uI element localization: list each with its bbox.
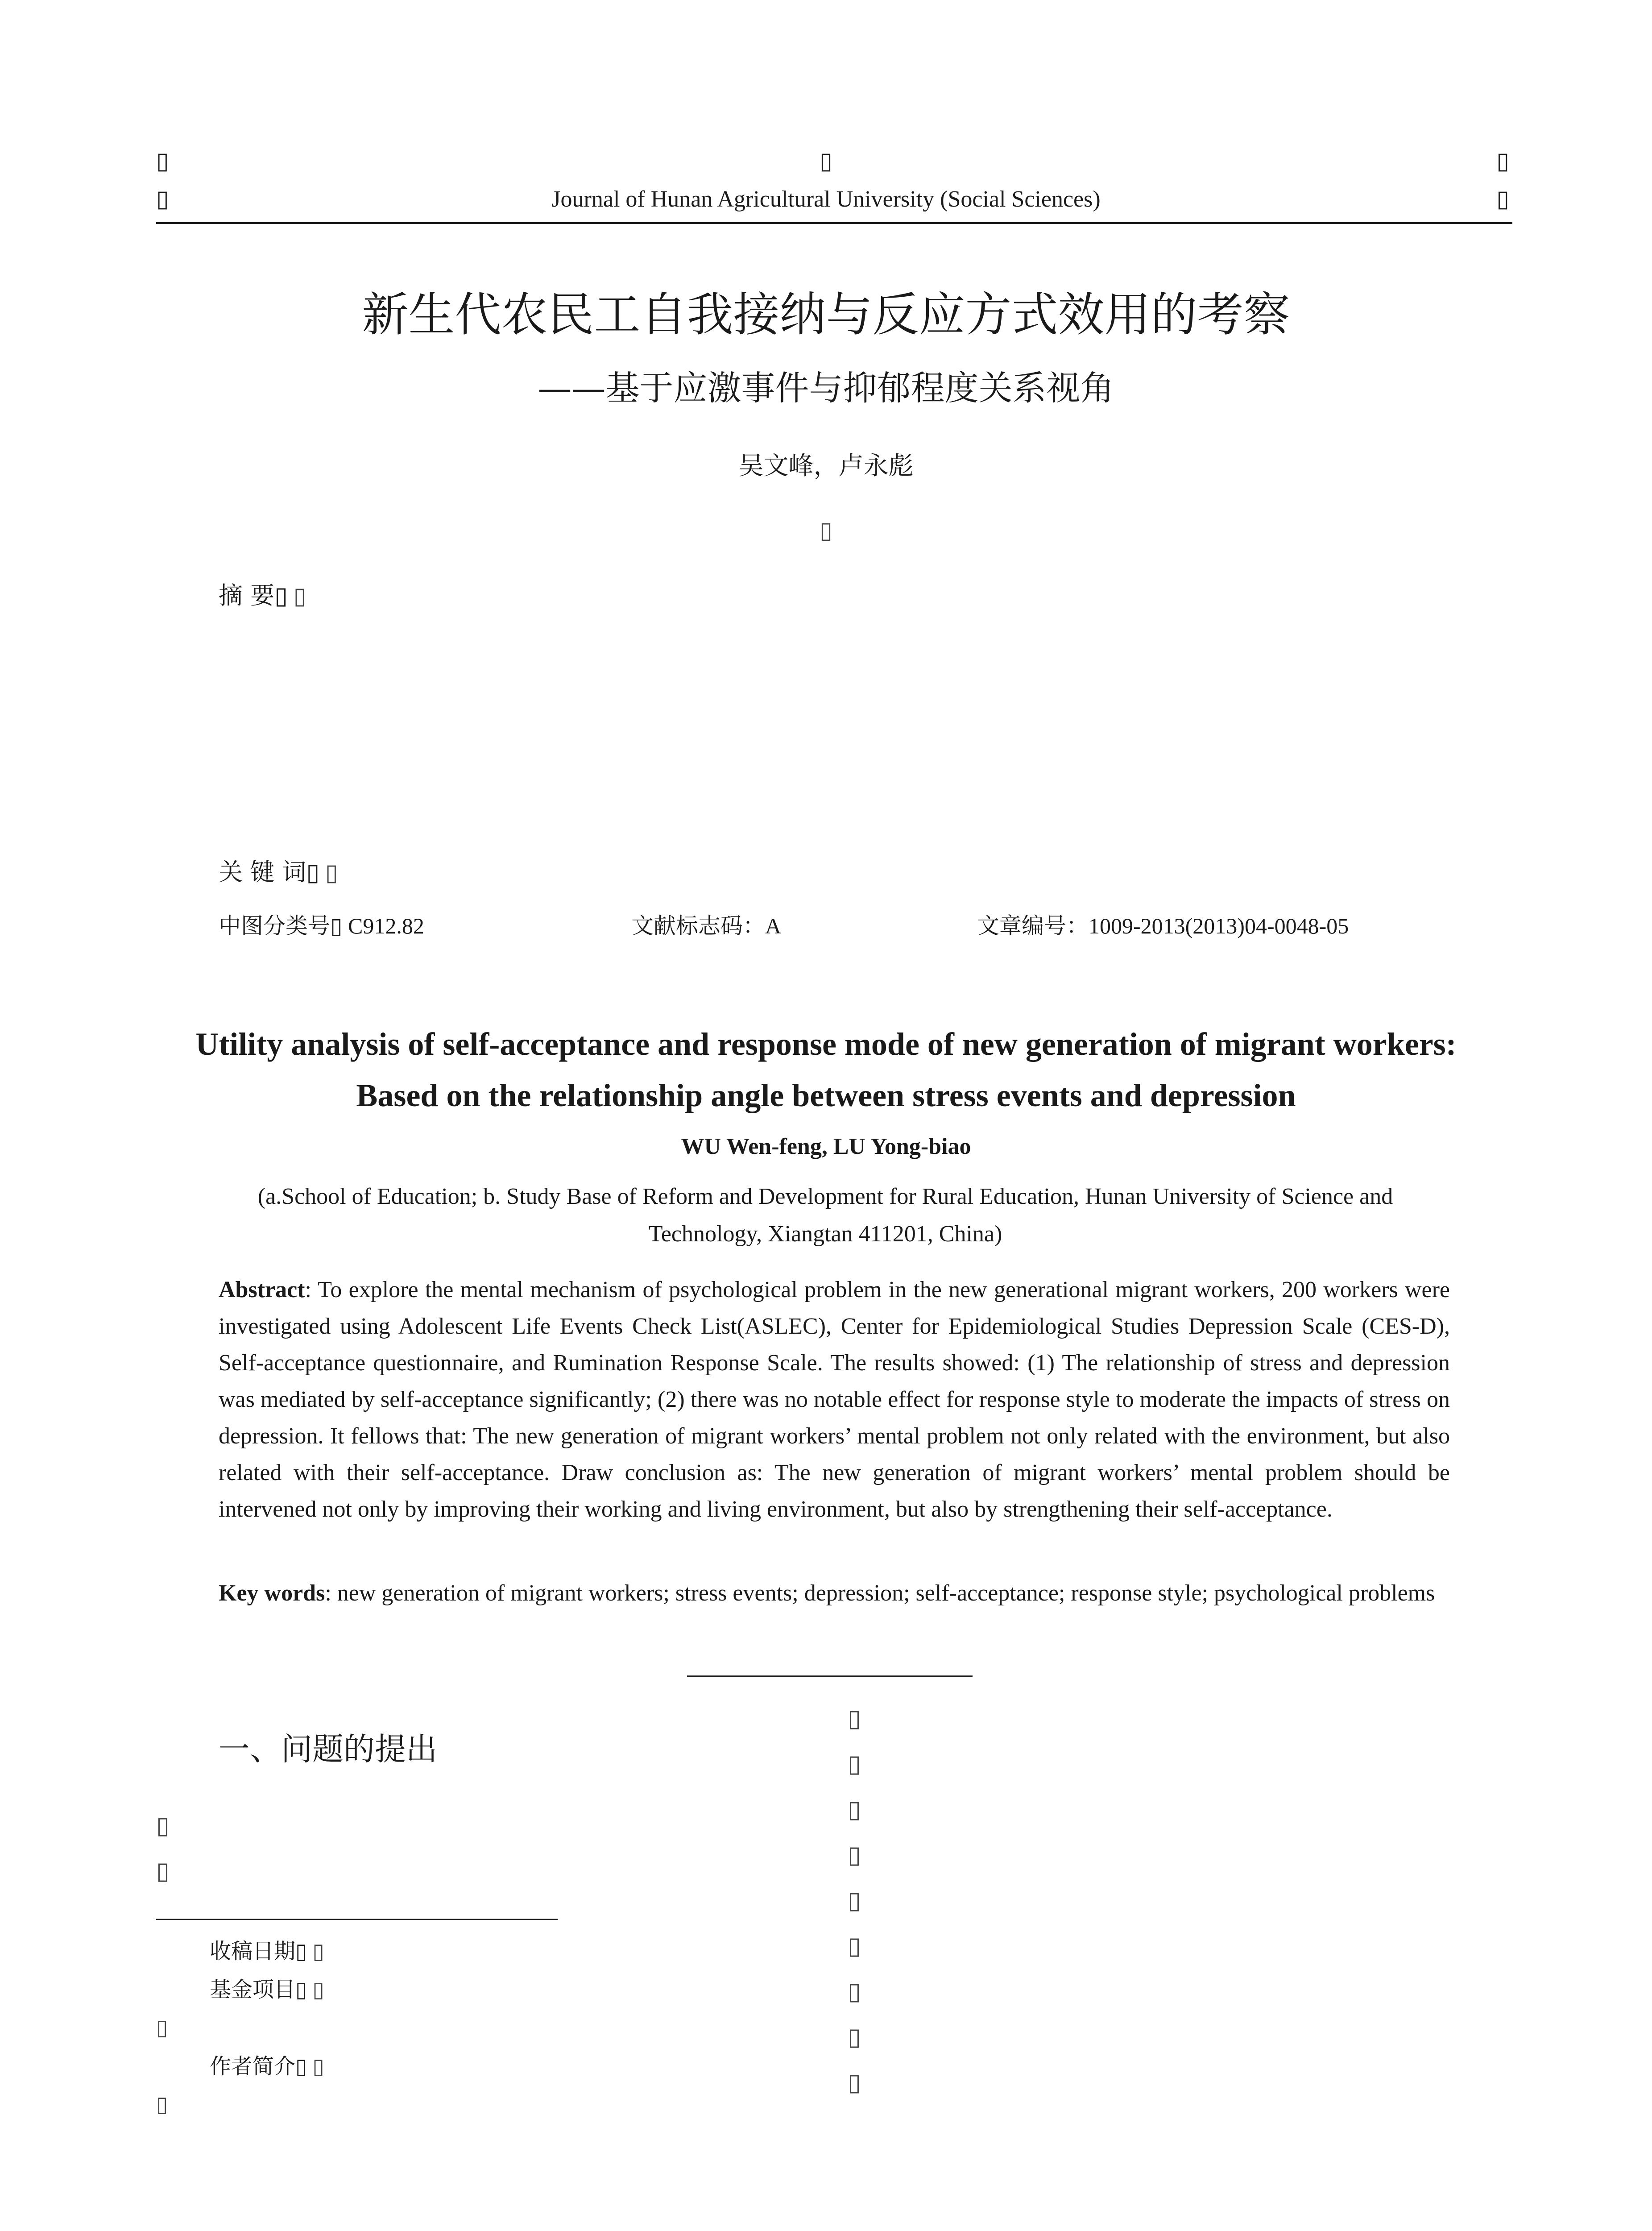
keywords-cn-label: 关 键 词▯ xyxy=(219,858,320,886)
body-right-line-7: ▯ xyxy=(848,1978,861,2005)
header-volume-issue: ▯ xyxy=(1496,149,1509,174)
subtitle-cn: ——基于应激事件与抑郁程度关系视角 xyxy=(538,368,1114,408)
header-journal-date-cn: ▯ xyxy=(156,187,169,212)
abstract-en xyxy=(219,1272,1450,1528)
affiliation-cn: ▯ xyxy=(820,518,832,543)
section-heading: 一、问题的提出 xyxy=(219,1731,437,1767)
footnote-author-label: 作者简介▯ xyxy=(210,2054,307,2079)
section-separator xyxy=(687,1675,973,1677)
classification-row xyxy=(219,906,1450,946)
body-right-line-8: ▯ xyxy=(848,2024,861,2050)
abstract-en-text: : To explore the mental mechanism of psychological problem in the new generational migrant workers, 200 workers were investigated using Adolescent Life Events Check List(ASLEC), Center for Epidemiological Studies Depression Scale (CES-D), Self-acceptance questionnaire, and Rumination Response Scale. The results showed: (1) The relationship of stress and depression was mediated by self-acceptance significantly; (2) there was no notable effect for response style to moderate the impacts of stress on depression. It fellows that: The new generation of migrant workers’ mental problem not only related with the environment, but also related with their self-acceptance. Draw conclusion as: The new generation of migrant workers’ mental problem should be intervened not only by improving their working and living environment, but also by strengthening their self-acceptance. xyxy=(219,1277,1450,1522)
footnote-author-line2: ▯ xyxy=(156,2093,168,2116)
body-left-line-2: ▯ xyxy=(156,1858,170,1884)
footnote-author xyxy=(156,2047,790,2086)
body-right-line-5: ▯ xyxy=(848,1887,861,1914)
affiliation-en: (a.School of Education; b. Study Base of Reform and Development for Rural Education, Hunan University of Science and Technology, Xiangtan 411201, China) xyxy=(257,1184,1393,1247)
abstract-en-label: Abstract xyxy=(219,1277,305,1302)
body-right-line-1: ▯ xyxy=(848,1705,861,1732)
footnote-rule xyxy=(156,1919,558,1920)
clc-label: 中图分类号▯ xyxy=(219,913,343,939)
footnote-received-label: 收稿日期▯ xyxy=(210,1939,307,1964)
abstract-cn xyxy=(219,576,1450,830)
article-number xyxy=(977,906,1349,946)
keywords-cn xyxy=(219,852,1450,893)
keywords-cn-text: ▯ xyxy=(325,860,338,886)
clc-value: C912.82 xyxy=(348,913,424,938)
header-rule xyxy=(156,222,1512,224)
document-code xyxy=(631,906,781,946)
body-right-line-9: ▯ xyxy=(848,2069,861,2096)
header-journal-title-cn: ▯ xyxy=(820,149,832,174)
keywords-en xyxy=(219,1575,1450,1612)
abstract-cn-label: 摘 要▯ xyxy=(219,581,288,610)
document-code-value: A xyxy=(765,913,782,938)
article-number-value: 1009-2013(2013)04-0048-05 xyxy=(1089,913,1349,938)
authors-cn: 吴文峰，卢永彪 xyxy=(738,452,914,481)
title-cn: 新生代农民工自我接纳与反应方式效用的考察 xyxy=(362,287,1290,342)
footnote-received-value: ▯ xyxy=(312,1940,324,1963)
title-en-line2: Based on the relationship angle between stress events and depression xyxy=(356,1078,1296,1113)
body-right-line-6: ▯ xyxy=(848,1932,861,1959)
header-journal-title-en: Journal of Hunan Agricultural University (Social Sciences) xyxy=(551,187,1101,212)
body-right-line-4: ▯ xyxy=(848,1841,861,1868)
clc-code xyxy=(219,906,424,946)
keywords-en-text: : new generation of migrant workers; stress events; depression; self-acceptance; response style; psychological problems xyxy=(325,1580,1435,1606)
keywords-en-label: Key words xyxy=(219,1580,325,1606)
document-code-label: 文献标志码： xyxy=(631,913,765,939)
authors-en: WU Wen-feng, LU Yong-biao xyxy=(681,1134,971,1159)
footnote-fund-label: 基金项目▯ xyxy=(210,1977,307,2002)
body-right-line-2: ▯ xyxy=(848,1750,861,1777)
header-journal-cn: ▯ xyxy=(156,149,169,174)
footnote-received xyxy=(156,1932,790,1971)
body-left-line-1: ▯ xyxy=(156,1812,170,1839)
header-month-year: ▯ xyxy=(1496,187,1509,212)
article-number-label: 文章编号： xyxy=(977,913,1089,939)
footnote-fund-value: ▯ xyxy=(312,1978,324,2002)
abstract-cn-text: ▯ xyxy=(293,584,306,609)
body-right-line-3: ▯ xyxy=(848,1796,861,1823)
footnote-fund-line2: ▯ xyxy=(156,2016,168,2040)
title-en-line1: Utility analysis of self-acceptance and response mode of new generation of migrant workers: xyxy=(195,1026,1457,1062)
footnote-author-value: ▯ xyxy=(312,2055,324,2078)
footnote-fund xyxy=(156,1970,790,2009)
